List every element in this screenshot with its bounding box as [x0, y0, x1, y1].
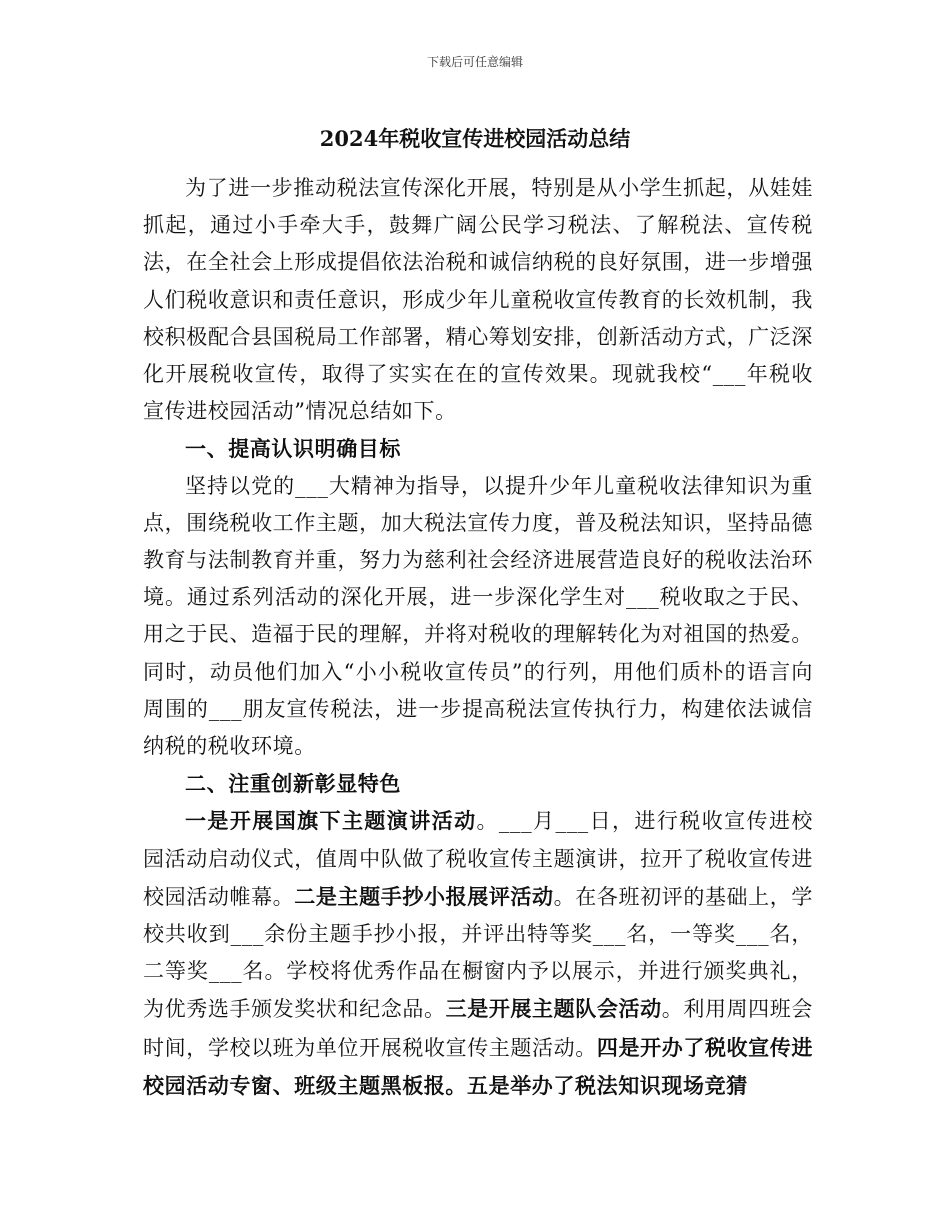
item-5-title: 五是举办了税法知识现场竞猜 [467, 1072, 748, 1098]
item-2-text: 。在各班初评的基础上，学校共收到___余份主题手抄小报，并评出特等奖___名，一等奖___名，二等奖___名。学校将优秀作品在橱窗内予以展示，并进行颁奖典礼，为优秀选手颁发奖状和纪念品。 [143, 884, 813, 1022]
document-title: 2024年税收宣传进校园活动总结 [319, 126, 631, 151]
page-header-note: 下载后可任意编辑 [426, 55, 523, 69]
section-1-heading: 一、提高认识明确目标 [185, 436, 401, 462]
item-1-text: 。___月___日，进行税收宣传进校园活动启动仪式，值周中队做了税收宣传主题演讲，拉开了税收宣传进校园活动帷幕。 [143, 809, 813, 909]
item-3-title: 三是开展主题队会活动 [445, 996, 662, 1022]
document-body [143, 170, 813, 1105]
item-4-title: 四是开办了税收宣传进校园活动专窗、班级主题黑板报。 [143, 1034, 813, 1098]
item-2-title: 二是主题手抄小报展评活动 [294, 883, 554, 909]
section-1-paragraph: 坚持以党的___大精神为指导，以提升少年儿童税收法律知识为重点，围绕税收工作主题，加大税法宣传力度，普及税法知识，坚持品德教育与法制教育并重，努力为慈利社会经济进展营造良好的税收法治环境。通过系列活动的深化开展，进一步深化学生对___税收取之于民、用之于民、造福于民的理解，并将对税收的理解转化为对祖国的热爱。同时，动员他们加入“小小税收宣传员”的行列，用他们质朴的语言向周围的___朋友宣传税法，进一步提高税法宣传执行力，构建依法诚信纳税的税收环境。 [143, 473, 813, 759]
intro-paragraph: 为了进一步推动税法宣传深化开展，特别是从小学生抓起，从娃娃抓起，通过小手牵大手，鼓舞广阔公民学习税法、了解税法、宣传税法，在全社会上形成提倡依法治税和诚信纳税的良好氛围，进一步增强人们税收意识和责任意识，形成少年儿童税收宣传教育的长效机制，我校积极配合县国税局工作部署，精心筹划安排，创新活动方式，广泛深化开展税收宣传，取得了实实在在的宣传效果。现就我校“___年税收宣传进校园活动”情况总结如下。 [143, 176, 813, 424]
section-2-paragraph [143, 802, 813, 1105]
section-2-heading: 二、注重创新彰显特色 [185, 771, 401, 797]
item-3-text: 。利用周四班会时间，学校以班为单位开展税收宣传主题活动。 [143, 997, 814, 1060]
item-1-title: 一是开展国旗下主题演讲活动 [185, 808, 477, 834]
